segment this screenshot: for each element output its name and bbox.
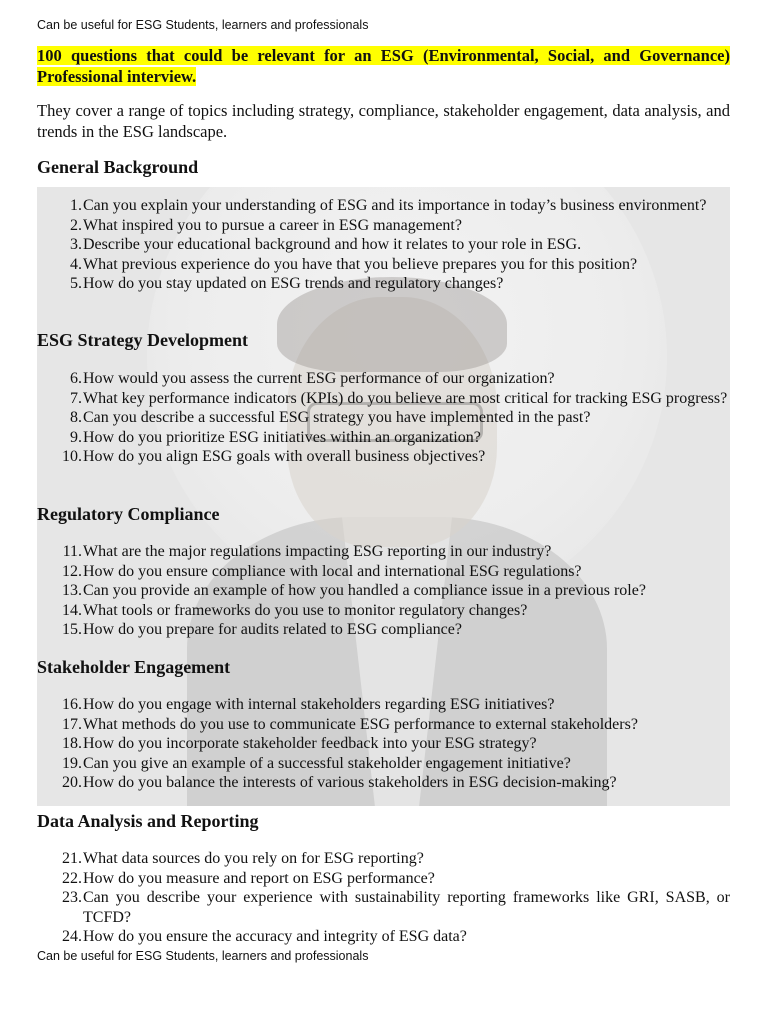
question-item: 13. Can you provide an example of how you handled a compliance issue in a previous role? (62, 582, 646, 599)
section-heading-esg-strategy: ESG Strategy Development (37, 330, 248, 350)
question-item: 20. How do you balance the interests of various stakeholders in ESG decision-making? (62, 774, 617, 791)
question-item: 17. What methods do you use to communicate ESG performance to external stakeholders? (62, 715, 638, 733)
question-list-stakeholder-engagement (37, 695, 730, 793)
question-item: 12. How do you ensure compliance with local and international ESG regulations? (62, 562, 582, 580)
document-title: 100 questions that could be relevant for an ESG (Environmental, Social, and Governance) Professional interview. (37, 46, 730, 86)
question-item: 2. What inspired you to pursue a career in ESG management? (70, 216, 462, 234)
question-item: 19. Can you give an example of a successful stakeholder engagement initiative? (62, 754, 571, 772)
question-item: 16. How do you engage with internal stakeholders regarding ESG initiatives? (62, 696, 555, 713)
question-item: 18. How do you incorporate stakeholder feedback into your ESG strategy? (62, 735, 537, 752)
section-heading-data-analysis: Data Analysis and Reporting (37, 811, 259, 831)
question-item: 15. How do you prepare for audits related to ESG compliance? (62, 621, 462, 638)
question-item: 7. What key performance indicators (KPIs) do you believe are most critical for tracking ESG progress? (70, 389, 728, 407)
question-item: 9. How do you prioritize ESG initiatives within an organization? (70, 428, 481, 446)
question-item: 10. How do you align ESG goals with overall business objectives? (62, 448, 486, 465)
question-item: 5. How do you stay updated on ESG trends and regulatory changes? (70, 275, 504, 292)
question-item: 1. Can you explain your understanding of ESG and its importance in today’s business environment? (70, 197, 707, 214)
question-item: 8. Can you describe a successful ESG strategy you have implemented in the past? (70, 409, 591, 426)
question-item: 21. What data sources do you rely on for ESG reporting? (62, 850, 424, 867)
section-heading-general-background: General Background (37, 157, 199, 177)
question-list-esg-strategy (37, 369, 730, 467)
question-item: 3. Describe your educational background and how it relates to your role in ESG. (70, 236, 582, 253)
question-item: 4. What previous experience do you have that you believe prepares you for this position? (70, 255, 638, 273)
question-item: 11. What are the major regulations impacting ESG reporting in our industry? (62, 543, 552, 560)
question-item: 14. What tools or frameworks do you use to monitor regulatory changes? (62, 601, 528, 619)
document-title-block (37, 45, 730, 87)
question-item: 22. How do you measure and report on ESG performance? (62, 869, 435, 887)
page-header-note: Can be useful for ESG Students, learners and professionals (37, 18, 369, 32)
section-heading-regulatory-compliance: Regulatory Compliance (37, 504, 220, 524)
question-list-regulatory-compliance (37, 542, 730, 640)
question-list-data-analysis (37, 849, 730, 947)
page-footer-note: Can be useful for ESG Students, learners and professionals (37, 949, 369, 963)
question-list-general-background (37, 196, 730, 294)
question-item: 24. How do you ensure the accuracy and integrity of ESG data? (62, 928, 467, 945)
question-item: 6. How would you assess the current ESG performance of our organization? (70, 370, 555, 387)
question-item: 23. Can you describe your experience with sustainability reporting frameworks like GRI, SASB, or TCFD? (62, 889, 730, 926)
section-heading-stakeholder-engagement: Stakeholder Engagement (37, 657, 231, 677)
intro-paragraph: They cover a range of topics including strategy, compliance, stakeholder engagement, data analysis, and trends in the ESG landscape. (37, 101, 730, 141)
